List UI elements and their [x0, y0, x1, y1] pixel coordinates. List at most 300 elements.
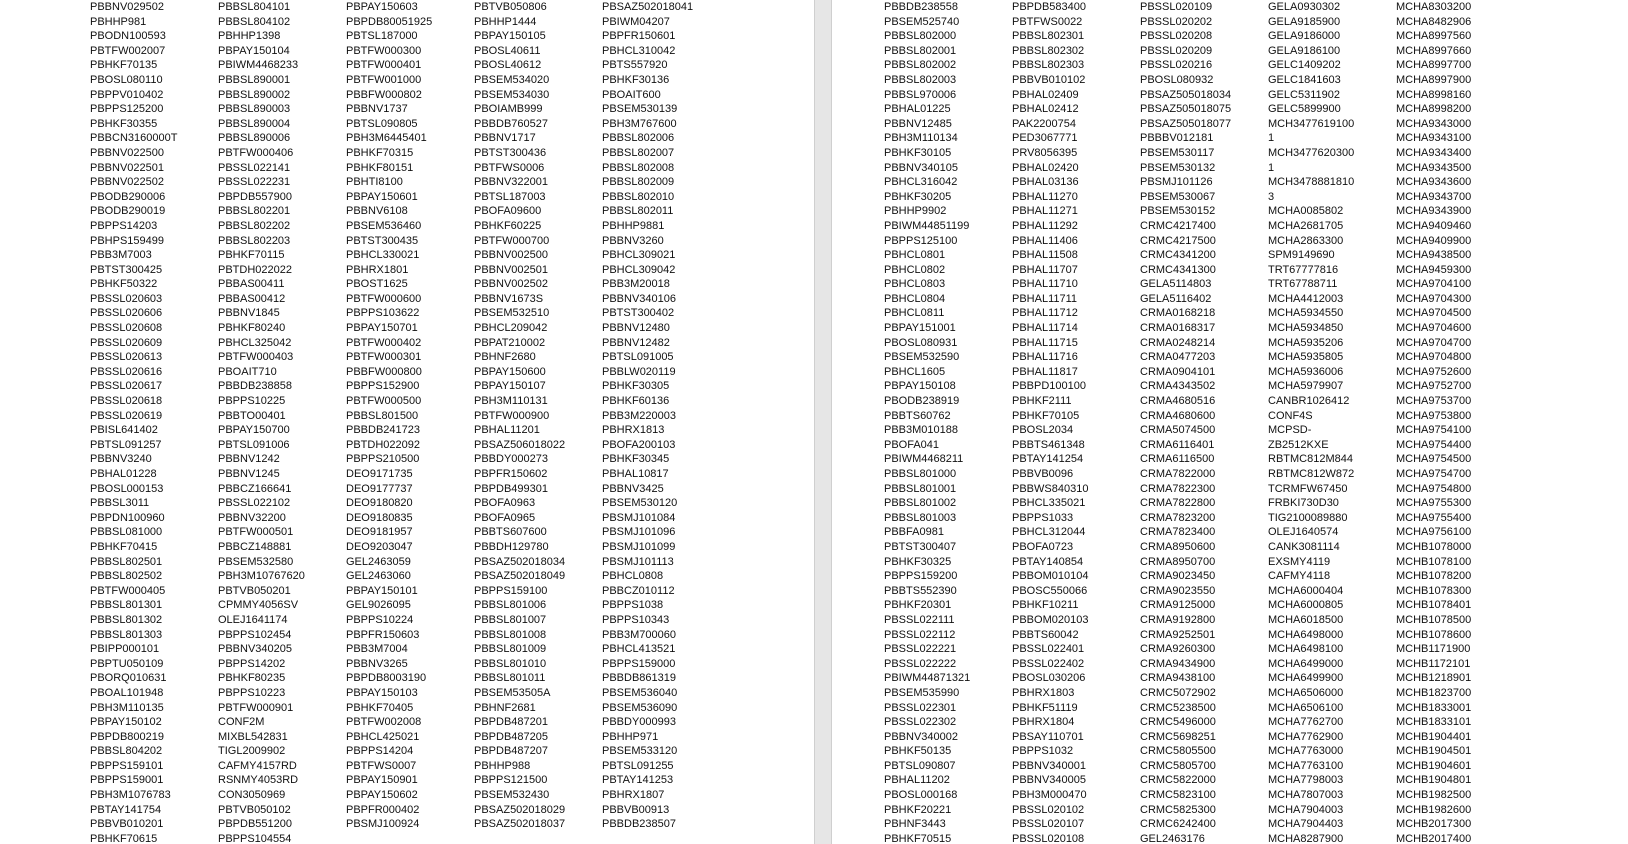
code-cell: PBPPS1038	[602, 599, 664, 612]
code-cell: PBPAY151001	[884, 322, 956, 335]
code-cell: PAK2200754	[1012, 117, 1077, 130]
code-cell: PBHKF70105	[1012, 409, 1080, 422]
code-cell: PBHCL316042	[884, 176, 958, 189]
code-cell: PBPDB487207	[474, 745, 548, 758]
code-cell: PBHKF70135	[90, 59, 158, 72]
code-cell: PBHCL0811	[884, 307, 945, 320]
code-cell: CRMC5496000	[1140, 716, 1216, 729]
code-cell: MCHB1078000	[1396, 540, 1472, 553]
code-cell: PBPAY150601	[346, 190, 418, 203]
code-cell: MCHA8998160	[1396, 88, 1472, 101]
code-cell: PBSAZ505018034	[1140, 88, 1232, 101]
code-cell: PBHAL11270	[1012, 190, 1078, 203]
code-cell: PBPAY150901	[346, 774, 418, 787]
code-cell: PBHKF80240	[218, 322, 286, 335]
code-cell: PBTST300425	[90, 263, 163, 276]
code-cell: PBOFA0963	[474, 497, 536, 510]
code-cell: PBBLW020119	[602, 365, 676, 378]
code-cell: PBBSL802000	[884, 30, 957, 43]
code-cell: PBPPS10223	[218, 686, 286, 699]
code-cell: PBHAL11710	[1012, 278, 1078, 291]
code-cell: MCHA5934550	[1268, 307, 1344, 320]
code-cell: PBPAY150107	[474, 380, 546, 393]
code-cell: MCHB1078300	[1396, 584, 1472, 597]
code-cell: PBSSL022112	[884, 628, 956, 641]
code-cell: PBOSL080931	[884, 336, 958, 349]
code-cell: PBBCZ010112	[602, 584, 675, 597]
code-cell: CAFMY4157RD	[218, 759, 297, 772]
code-cell: PBBSL802001	[884, 44, 957, 57]
code-cell: PBSSL022102	[218, 497, 291, 510]
code-cell: PBPAY150105	[474, 30, 546, 43]
code-cell: PBBSL804102	[218, 15, 291, 28]
code-cell: PBB3M010188	[884, 424, 958, 437]
code-cell: PBTFW000300	[346, 44, 422, 57]
code-cell: PBBSL801002	[884, 497, 957, 510]
code-cell: PBBSL801006	[474, 599, 547, 612]
code-cell: PBTFW000405	[90, 584, 166, 597]
code-cell: PBTFW000403	[218, 351, 294, 364]
code-cell: PBSMJ101084	[602, 511, 676, 524]
code-cell: CRMC5823100	[1140, 789, 1216, 802]
code-cell: DEO9177737	[346, 482, 413, 495]
code-cell: ZB2512KXE	[1268, 438, 1329, 451]
code-cell: PBBSL081000	[90, 526, 163, 539]
code-cell: PBIWM44851199	[884, 219, 970, 232]
code-cell: PBSEM532590	[884, 351, 960, 364]
code-cell: OLEJ1641174	[218, 613, 288, 626]
code-cell: GEL2463060	[346, 570, 411, 583]
code-cell: PBORQ010631	[90, 672, 167, 685]
code-cell: PBBSL802501	[90, 555, 163, 568]
code-cell: PBSAZ502018041	[602, 1, 694, 13]
code-cell: PBHAL11201	[474, 424, 540, 437]
code-cell: MCHA7762900	[1268, 730, 1344, 743]
code-cell: PBSEM534020	[474, 73, 550, 86]
code-cell: PBHKF60136	[602, 395, 670, 408]
code-cell: PBODB290019	[90, 205, 166, 218]
code-cell: PBBOM020103	[1012, 613, 1089, 626]
code-cell: PBSEM530152	[1140, 205, 1216, 218]
code-cell: CRMA5074500	[1140, 424, 1216, 437]
code-cell: PBHKF70415	[90, 540, 158, 553]
code-cell: PBTFW000901	[218, 701, 294, 714]
code-cell: MCHB1172101	[1396, 657, 1471, 670]
code-cell: PBBDB241723	[346, 424, 420, 437]
code-cell: PBBNV12480	[602, 322, 670, 335]
code-cell: MCHA6018500	[1268, 613, 1344, 626]
code-cell: PBOAL101948	[90, 686, 164, 699]
code-cell: PBTFW000500	[346, 395, 422, 408]
code-cell: PBOSL000153	[90, 482, 164, 495]
code-cell: PBBNV002500	[474, 249, 548, 262]
code-cell: MCHA9343100	[1396, 132, 1472, 145]
left-column-1	[90, 0, 177, 844]
code-cell: MCHA9409900	[1396, 234, 1472, 247]
right-column-4	[1268, 0, 1354, 844]
code-cell: MCHA9753700	[1396, 395, 1472, 408]
code-cell: CRMC5825300	[1140, 803, 1216, 816]
code-cell: PBTFW000301	[346, 351, 422, 364]
code-cell: PBTFW000406	[218, 146, 294, 159]
code-cell: MCHA9343000	[1396, 117, 1472, 130]
code-cell: PBOFA041	[884, 438, 940, 451]
code-cell: CANK3081114	[1268, 540, 1340, 553]
code-cell: MCHA9343700	[1396, 190, 1472, 203]
code-cell: PBHKF30355	[90, 117, 158, 130]
code-cell: MCHA9459300	[1396, 263, 1472, 276]
code-cell: PBSSL020617	[90, 380, 163, 393]
code-cell: PBBCZ166641	[218, 482, 292, 495]
code-cell: PBBTS60042	[1012, 628, 1079, 641]
code-cell: RBTMC812W872	[1268, 468, 1355, 480]
code-cell: PBBSL801003	[884, 511, 957, 524]
code-cell: PBHAL11817	[1012, 365, 1078, 378]
code-cell: PBOFA0723	[1012, 540, 1074, 553]
code-cell: MCHA2681705	[1268, 219, 1344, 232]
code-cell: CRMC5805700	[1140, 759, 1216, 772]
code-cell: PBTFW000401	[346, 59, 422, 72]
code-cell: MCHA9754800	[1396, 482, 1472, 495]
code-cell: PBSSL020209	[1140, 44, 1213, 57]
code-cell: PBBSL802009	[602, 176, 675, 189]
code-cell: PBHNF2680	[474, 351, 536, 364]
code-cell: PBPDB800219	[90, 730, 164, 743]
code-cell: PBHCL0803	[884, 278, 946, 291]
code-cell: PBBDY000993	[602, 716, 676, 729]
code-cell: CRMA6116401	[1140, 438, 1215, 451]
code-cell: PBHRX1804	[1012, 716, 1075, 729]
code-cell: PBBNV022500	[90, 146, 164, 159]
code-cell: PBBSL802002	[884, 59, 957, 72]
code-cell: PBBNV1737	[346, 103, 408, 116]
code-cell: MCHA9756100	[1396, 526, 1472, 539]
code-cell: PBOSL080932	[1140, 73, 1214, 86]
code-cell: PBHKF30105	[884, 146, 952, 159]
code-cell: PBSSL022111	[884, 613, 955, 626]
code-cell: PBOAIT710	[218, 365, 277, 378]
code-cell: PBBNV1245	[218, 468, 280, 480]
code-cell: PBSEM536460	[346, 219, 422, 232]
code-cell: PBPDB8003190	[346, 672, 427, 685]
code-cell: PBSEM530067	[1140, 190, 1216, 203]
code-cell: PBBNV340002	[884, 730, 958, 743]
code-cell: PBHCL425021	[346, 730, 420, 743]
code-cell: PBB3M20018	[602, 278, 670, 291]
code-cell: GEL9026095	[346, 599, 411, 612]
code-cell: PBBNV12485	[884, 117, 952, 130]
code-cell: CRMA9125000	[1140, 599, 1216, 612]
left-column-4	[474, 0, 565, 832]
code-cell: MCHA6498100	[1268, 643, 1344, 656]
code-cell: PBHCL0804	[884, 292, 946, 305]
code-cell: PBHCL309042	[602, 263, 676, 276]
code-cell: PBBNV1845	[218, 307, 280, 320]
code-cell: EXSMY4119	[1268, 555, 1331, 568]
code-cell: OLEJ1640574	[1268, 526, 1339, 539]
code-cell: PBBFW000800	[346, 365, 422, 378]
code-cell: PBBSL801008	[474, 628, 547, 641]
code-cell: PBTFW000700	[474, 234, 550, 247]
code-cell: PBHRX1801	[346, 263, 409, 276]
code-cell: PBHHP9902	[884, 205, 947, 218]
code-cell: MCHA8997560	[1396, 30, 1472, 43]
code-cell: PBPPS159200	[884, 570, 958, 583]
code-cell: PBHHP9881	[602, 219, 665, 232]
code-cell: PBPFR000402	[346, 803, 420, 816]
code-cell: PBBSL801010	[474, 657, 547, 670]
code-cell: PBBNV3240	[90, 453, 152, 466]
code-cell: PBBSL801302	[90, 613, 163, 626]
code-cell: PBBFW000802	[346, 88, 422, 101]
code-cell: PBSSL020618	[90, 395, 163, 408]
code-cell: PBOSL40611	[474, 44, 541, 57]
code-cell: PBTDH022092	[346, 438, 420, 451]
code-cell: MCHA8997900	[1396, 73, 1472, 86]
code-cell: GELA5114803	[1140, 278, 1212, 291]
code-cell: MIXBL542831	[218, 730, 288, 743]
code-cell: PBSSL022401	[1012, 643, 1085, 656]
code-cell: PBTFW000402	[346, 336, 422, 349]
code-cell: PBB3M7003	[90, 249, 152, 262]
code-cell: PBBVB010201	[90, 818, 164, 831]
code-cell: MCHA9343900	[1396, 205, 1472, 218]
code-cell: MCHA7763100	[1268, 759, 1344, 772]
code-cell: MCHA6000805	[1268, 599, 1344, 612]
code-cell: PBHAL11406	[1012, 234, 1078, 247]
code-cell: PBBNV340205	[218, 643, 292, 656]
code-cell: PBBNV3425	[602, 482, 664, 495]
code-cell: CRMA0168218	[1140, 307, 1216, 320]
code-cell: PBBCZ148881	[218, 540, 292, 553]
code-cell: MCHA9754100	[1396, 424, 1472, 437]
code-cell: PBPDN100960	[90, 511, 165, 524]
code-cell: PBPAY150103	[346, 686, 418, 699]
code-cell: CRMA0904101	[1140, 365, 1216, 378]
code-cell: MCHA0085802	[1268, 205, 1344, 218]
code-cell: PBBBV012181	[1140, 132, 1214, 145]
code-cell: PBPPS159001	[90, 774, 164, 787]
code-cell: MCPSD-	[1268, 424, 1312, 437]
code-cell: PBIWM4468233	[218, 59, 299, 72]
code-cell: PBHRX1807	[602, 789, 665, 802]
code-cell: CONF2M	[218, 716, 265, 729]
right-column-3	[1140, 0, 1231, 844]
code-cell: CRMA0477203	[1140, 351, 1216, 364]
code-cell: PBIWM44871321	[884, 672, 971, 685]
code-cell: PBSSL020208	[1140, 30, 1213, 43]
code-cell: MCHB1904801	[1396, 774, 1472, 787]
code-cell: PBTST300436	[474, 146, 547, 159]
code-cell: CONF4S	[1268, 409, 1313, 422]
code-cell: PBSMJ101113	[602, 555, 674, 568]
code-cell: PBPAT210002	[474, 336, 546, 349]
code-cell: MCHB1171900	[1396, 643, 1471, 656]
code-cell: PBBNV32200	[218, 511, 286, 524]
code-cell: PBPDB487201	[474, 716, 548, 729]
code-cell: PBPPS103622	[346, 307, 420, 320]
code-cell: PBSMJ101099	[602, 540, 676, 553]
code-cell: PBPDB551200	[218, 818, 292, 831]
code-cell: PBHAL11271	[1012, 205, 1078, 218]
code-cell: MCHA8287900	[1268, 832, 1344, 844]
code-cell: MCHA9752600	[1396, 365, 1472, 378]
code-cell: PBSSL020606	[90, 307, 163, 320]
code-cell: PBSSL020202	[1140, 15, 1213, 28]
code-cell: MCHA6498000	[1268, 628, 1344, 641]
code-cell: PBHAL11712	[1012, 307, 1078, 320]
code-cell: PBSEM53505A	[474, 686, 551, 699]
code-cell: PBPAY150102	[90, 716, 162, 729]
code-cell: PBTFW002008	[346, 716, 422, 729]
code-cell: PBBSL801500	[346, 409, 419, 422]
code-cell: MCHA9343600	[1396, 176, 1472, 189]
code-cell: CRMA9434900	[1140, 657, 1216, 670]
code-cell: SPM9149690	[1268, 249, 1335, 262]
code-cell: PBPAY150104	[218, 44, 290, 57]
code-cell: MCHA8997660	[1396, 44, 1472, 57]
code-cell: PBBDB238858	[218, 380, 292, 393]
code-cell: MCHA9704500	[1396, 307, 1472, 320]
code-cell: PBBNV1717	[474, 132, 536, 145]
code-cell: 1	[1268, 161, 1275, 174]
code-cell: PBTAY140854	[1012, 555, 1084, 568]
code-cell: MCHA8303200	[1396, 1, 1472, 13]
code-cell: PBBWS840310	[1012, 482, 1089, 495]
code-cell: PBBDB238558	[884, 1, 958, 13]
code-cell: PBHHP971	[602, 730, 659, 743]
code-cell: PBBNV002502	[474, 278, 548, 291]
code-cell: GELA9185900	[1268, 15, 1341, 28]
code-cell: TRT67777816	[1268, 263, 1339, 276]
code-cell: CRMC5238500	[1140, 701, 1216, 714]
code-cell: PBBDH129780	[474, 540, 549, 553]
code-cell: PBSSL022231	[218, 176, 291, 189]
code-cell: PBBSL890003	[218, 103, 291, 116]
code-cell: MCHA9409460	[1396, 219, 1472, 232]
code-cell: PBSEM536040	[602, 686, 678, 699]
code-cell: MCHA5935805	[1268, 351, 1344, 364]
code-cell: MCHA9343400	[1396, 146, 1472, 159]
code-cell: CRMA8950600	[1140, 540, 1216, 553]
code-cell: MCHB1904601	[1396, 759, 1472, 772]
code-cell: RSNMY4053RD	[218, 774, 299, 787]
left-column-5	[602, 0, 693, 832]
code-cell: PBHAL01225	[884, 103, 951, 116]
code-cell: PBSSL020216	[1140, 59, 1213, 72]
code-cell: MCHB1823700	[1396, 686, 1472, 699]
code-cell: PBOSC550066	[1012, 584, 1088, 597]
code-cell: PBPAY150101	[346, 584, 418, 597]
code-cell: PBHHP1444	[474, 15, 537, 28]
code-cell: PBOFA09600	[474, 205, 542, 218]
code-cell: CRMC5072902	[1140, 686, 1216, 699]
code-cell: MCHA7904403	[1268, 818, 1344, 831]
code-cell: MCHA9754400	[1396, 438, 1472, 451]
code-cell: PBPAY150600	[474, 365, 546, 378]
code-cell: PBPDB499301	[474, 482, 548, 495]
code-cell: PBBSL802301	[1012, 30, 1085, 43]
code-cell: PBH3M767600	[602, 117, 677, 130]
code-cell: PBBSL802202	[218, 219, 291, 232]
code-cell: DEO9180835	[346, 511, 413, 524]
code-cell: PBTAY141254	[1012, 453, 1084, 466]
code-cell: PBBSL890001	[218, 73, 291, 86]
code-cell: PBBSL802008	[602, 161, 675, 174]
code-cell: PBTST300402	[602, 307, 675, 320]
code-cell: CAFMY4118	[1268, 570, 1331, 583]
code-cell: GELC1409202	[1268, 59, 1341, 72]
code-cell: MCHA9343500	[1396, 161, 1472, 174]
code-cell: PBPTU050109	[90, 657, 164, 670]
code-cell: PBHHP981	[90, 15, 147, 28]
code-cell: CRMC4217400	[1140, 219, 1216, 232]
code-cell: PBTSL187000	[346, 30, 418, 43]
code-cell: PBBTS60762	[884, 409, 951, 422]
code-cell: PED3067771	[1012, 132, 1078, 145]
code-cell: CRMC5822000	[1140, 774, 1216, 787]
code-cell: PBHKF30205	[884, 190, 952, 203]
code-cell: PBTSL090807	[884, 759, 956, 772]
code-cell: MCHA9704700	[1396, 336, 1472, 349]
code-cell: CRMA9023550	[1140, 584, 1216, 597]
code-cell: TRT67788711	[1268, 278, 1338, 291]
code-cell: PBSEM530139	[602, 103, 678, 116]
code-cell: PBHAL11292	[1012, 219, 1078, 232]
code-cell: PBIWM04207	[602, 15, 670, 28]
code-cell: MCHB1078500	[1396, 613, 1472, 626]
code-cell: PBBNV340005	[1012, 774, 1086, 787]
code-cell: MCHA6506100	[1268, 701, 1344, 714]
code-cell: PBSEM530117	[1140, 146, 1215, 159]
code-cell: PBBSL801000	[884, 468, 957, 480]
code-cell: PBHKF20301	[884, 599, 952, 612]
code-cell: PBHCL312044	[1012, 526, 1086, 539]
code-cell: MCHA8482906	[1396, 15, 1472, 28]
code-cell: PBSSL022301	[884, 701, 957, 714]
code-cell: PBH3M110131	[474, 395, 548, 408]
code-cell: PBBVB010102	[1012, 73, 1086, 86]
code-cell: PBBVB0096	[1012, 468, 1074, 480]
code-cell: PBPPS121500	[474, 774, 548, 787]
code-cell: PBBSL802003	[884, 73, 957, 86]
code-cell: PBSAZ505018075	[1140, 103, 1232, 116]
code-cell: PBBSL970006	[884, 88, 957, 101]
code-cell: PBBSL802203	[218, 234, 291, 247]
code-cell: PBBTS552390	[884, 584, 957, 597]
code-cell: PBPPS152900	[346, 380, 420, 393]
code-cell: PBBSL801303	[90, 628, 163, 641]
code-cell: PBBSL3011	[90, 497, 150, 510]
code-cell: MCHB2017400	[1396, 832, 1472, 844]
code-cell: PBPDB557900	[218, 190, 292, 203]
code-cell: PBHKF70315	[346, 146, 414, 159]
code-cell: MCHA9755400	[1396, 511, 1472, 524]
code-cell: PBSSL020108	[1012, 832, 1085, 844]
code-cell: PBTVB050806	[474, 1, 547, 13]
code-cell: PBPPS14203	[90, 219, 158, 232]
code-cell: PBTFWS0022	[1012, 15, 1083, 28]
code-cell: PBBNV3265	[346, 657, 408, 670]
code-cell: PBPDB487205	[474, 730, 548, 743]
code-cell: MCHB2017300	[1396, 818, 1472, 831]
code-cell: PBHKF50322	[90, 278, 158, 291]
code-cell: PBTFW000600	[346, 292, 422, 305]
code-cell: PBOSL030206	[1012, 672, 1086, 685]
code-cell: PBHCL335021	[1012, 497, 1086, 510]
code-cell: PBH3M6445401	[346, 132, 427, 145]
code-cell: PBPPS104554	[218, 832, 292, 844]
